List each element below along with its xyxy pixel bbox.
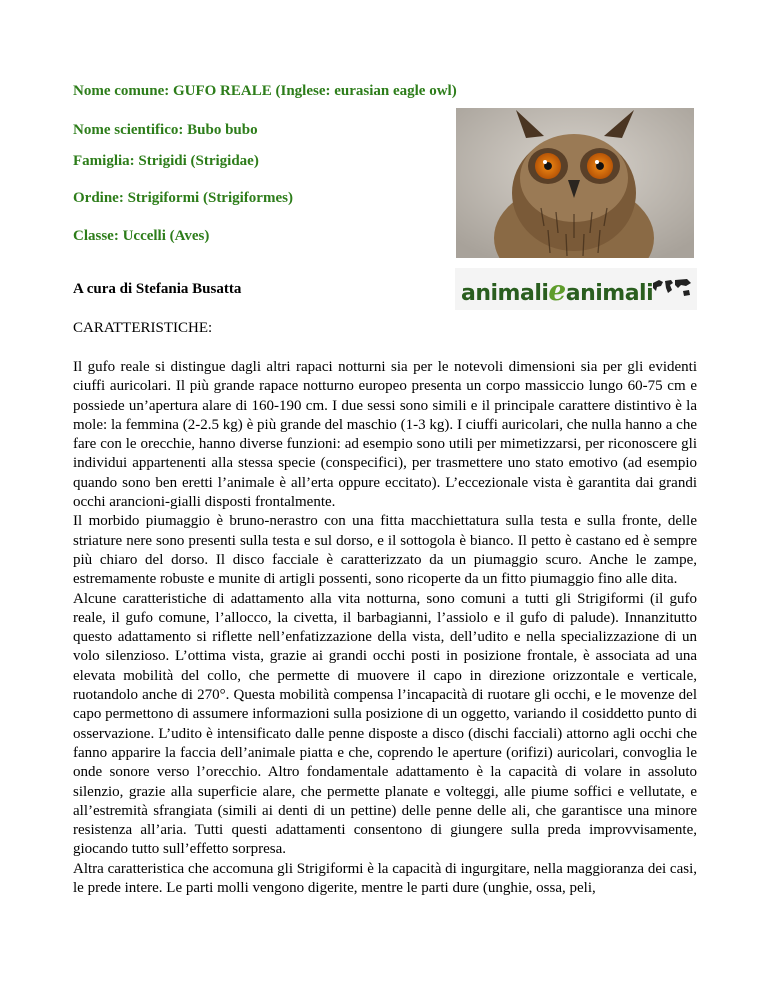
animalieanimali-logo: animalieanimali <box>455 268 697 310</box>
common-name-heading: Nome comune: GUFO REALE (Inglese: eurasian eagle owl) <box>73 83 457 99</box>
world-map-icon <box>651 277 693 299</box>
paragraph: Altra caratteristica che accomuna gli Strigiformi è la capacità di ingurgitare, nella maggioranza dei casi, le prede intere. Le parti molli vengono digerite, mentre le parti dure (unghie, ossa, peli, <box>73 860 697 897</box>
body-text <box>73 358 697 898</box>
family-heading: Famiglia: Strigidi (Strigidae) <box>73 153 259 169</box>
owl-photo <box>456 108 694 258</box>
order-heading: Ordine: Strigiformi (Strigiformes) <box>73 190 293 206</box>
paragraph: Il morbido piumaggio è bruno-nerastro con una fitta macchiettatura sulla testa e sulla fronte, delle striature nere sono presenti sulla testa e sul dorso, e il sottogola è bianco. Il petto è castano ed è sempre più chiaro del dorso. Il disco facciale è caratterizzato da un piumaggio scuro. Anche le zampe, estremamente robuste e munite di artigli possenti, sono ricoperte da un fitto piumaggio fino alle dita. <box>73 513 697 588</box>
scientific-name-heading: Nome scientifico: Bubo bubo <box>73 122 258 138</box>
paragraph: Alcune caratteristiche di adattamento alla vita notturna, sono comuni a tutti gli Strigiformi (il gufo reale, il gufo comune, l’allocco, la civetta, il barbagianni, l’assiolo e il gufo di palude). Innanzitutto questo adattamento si riflette nell’enfatizzazione della vista, dell’udito e nella specializzazione di un volo silenzioso. L’ottima vista, grazie ai grandi occhi posti in posizione frontale, è associata ad una elevata mobilità del collo, che permette di muovere il capo in direzione orizzontale e verticale, ruotandolo anche di 270°. Questa mobilità compensa l’incapacità di ruotare gli occhi, e le movenze del capo permettono di assumere informazioni sulla posizione di un oggetto, variando il cosiddetto punto di osservazione. L’udito è intensificato dalle penne disposte a disco (dischi facciali) attorno agli occhi che fanno apparire la faccia dell’animale piatta e che, coprendo le aperture (orifizi) auricolari, convoglia le onde sonore verso l’orecchio. Altro fondamentale adattamento è la capacità di volare in assoluto silenzio, grazie alla superficie alare, che permette planate e volteggi, alle piume soffici e vellutate, e all’estremità sfrangiata (simili ai denti di un pettine) delle penne delle ali, che garantisce una minore resistenza all’aria. Tutti questi adattamenti consentono di giungere sulla preda improvvisamente, giocando tutto sull’effetto sorpresa. <box>73 590 697 858</box>
curator-line: A cura di Stefania Busatta <box>73 281 242 297</box>
section-title: CARATTERISTICHE: <box>73 320 213 336</box>
paragraph: Il gufo reale si distingue dagli altri rapaci notturni sia per le notevoli dimensioni sia per gli evidenti ciuffi auricolari. Il più grande rapace notturno europeo presenta un corpo massiccio lungo 60-75 cm e possiede un’apertura alare di 160-190 cm. I due sessi sono simili e il principale carattere distintivo è la mole: la femmina (2-2.5 kg) è più grande del maschio (1-3 kg). I ciuffi auricolari, che nulla hanno a che fare con le orecchie, hanno diverse funzioni: ad esempio sono utili per mimetizzarsi, per riconoscere gli individui appartenenti alla stessa specie (conspecifici), per trasmettere uno stato emotivo (ad esempio quando sono ben eretti l’animale è all’erta oppure eccitato). L’eccezionale vista è garantita dai grandi occhi arancioni-gialli disposti frontalmente. <box>73 359 697 511</box>
class-heading: Classe: Uccelli (Aves) <box>73 228 210 244</box>
